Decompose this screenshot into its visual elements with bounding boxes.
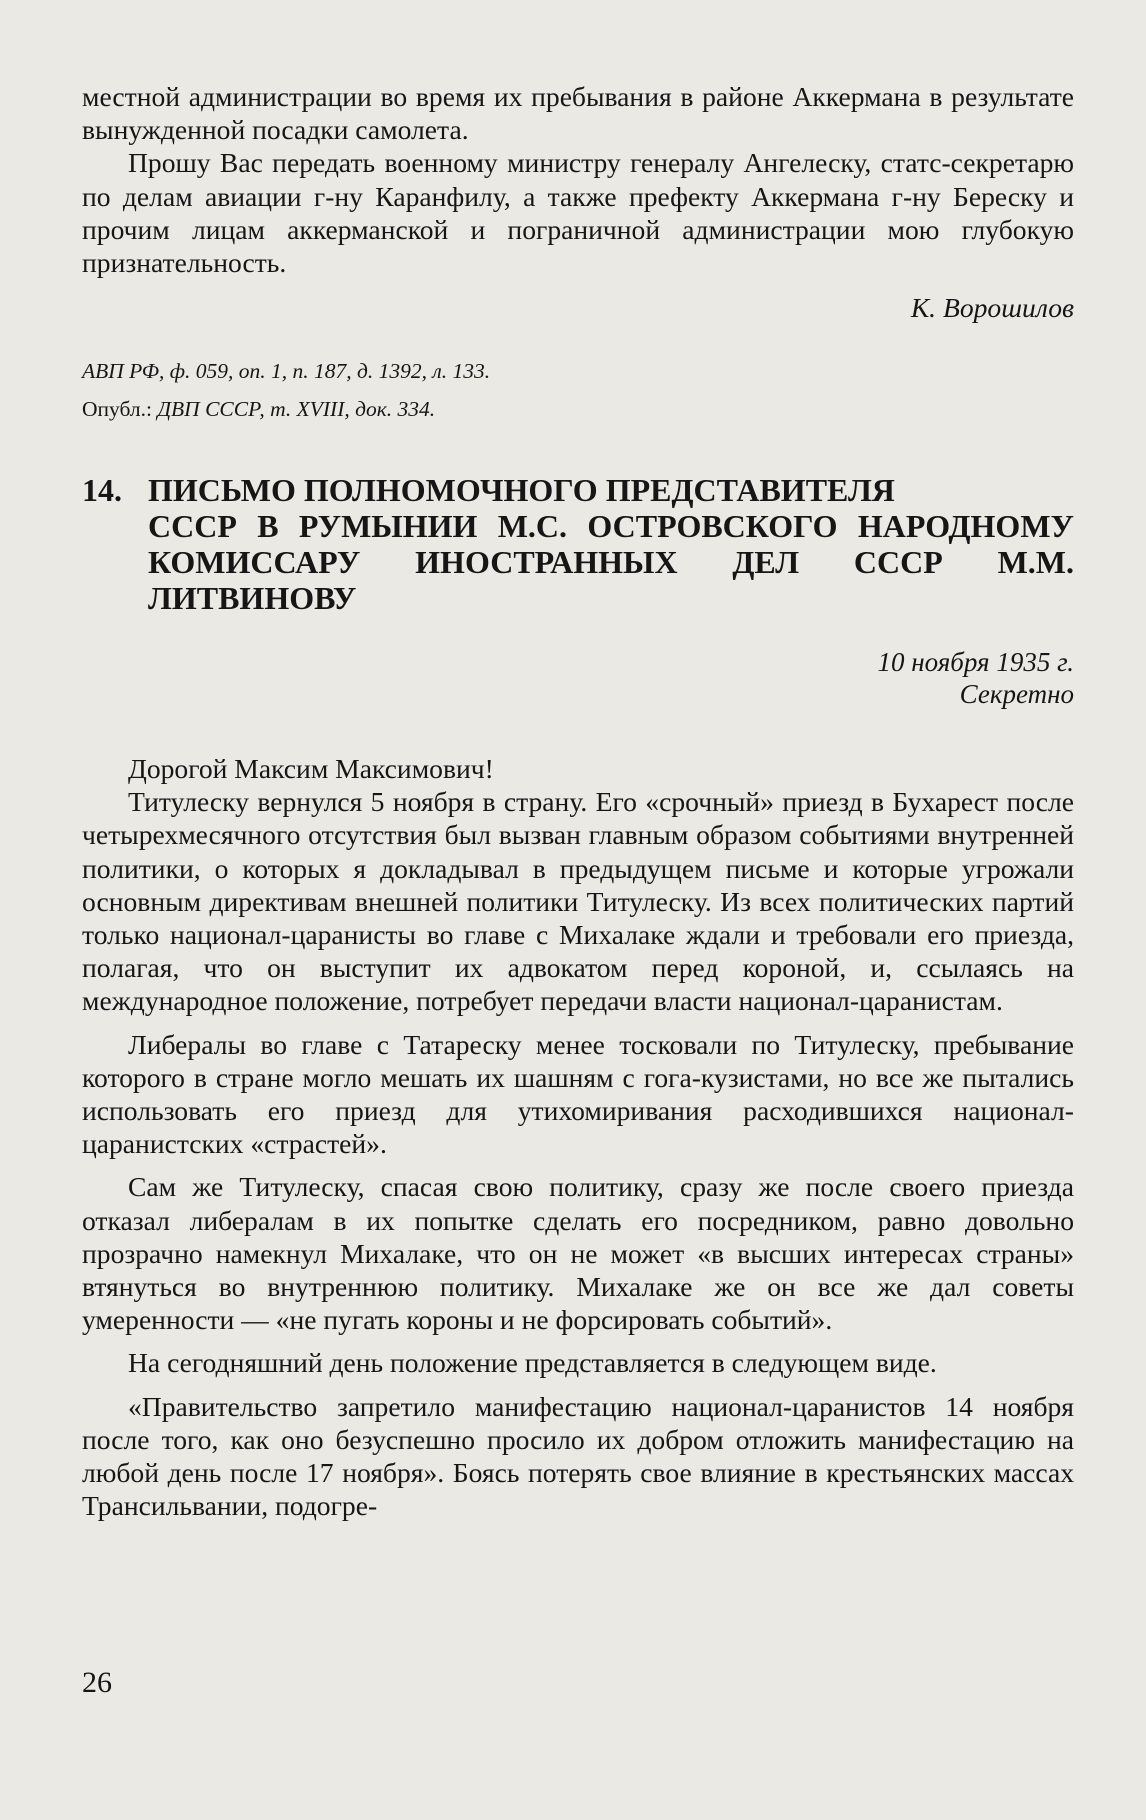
salutation: Дорогой Максим Максимович! <box>128 753 494 785</box>
source-archive-text: АВП РФ, ф. 059, оп. 1, п. 187, д. 1392, л. 133. <box>82 359 491 384</box>
heading-text-1: ПИСЬМО ПОЛНОМОЧНОГО ПРЕДСТАВИТЕЛЯ <box>148 472 895 509</box>
page-number: 26 <box>82 1666 112 1699</box>
source-publication <box>82 394 1074 424</box>
document-heading <box>82 472 1074 616</box>
document-date: 10 ноября 1935 г. <box>877 647 1074 678</box>
paragraph-1: Титулеску вернулся 5 ноября в страну. Его «срочный» приезд в Бухарест после четырехмесячного отсутствия был вызван главным образом событиями внутренней политики, о которых я докладывал в предыдущем письме и которые угрожали основным директивам внешней политики Титулеску. Из всех политических партий только национал-царанисты во главе с Михалаке ждали и требовали его приезда, полагая, что он выступит их адвокатом перед короной, и, ссылаясь на международное положение, потребует передачи власти национал-царанистам. <box>82 786 1074 1017</box>
text-column <box>82 80 1074 1522</box>
paragraph-3: Сам же Титулеску, спасая свою политику, сразу же после своего приезда отказал либералам в их попытке сделать его посредником, равно довольно прозрачно намекнул Михалаке, что он не может «в высших интересах страны» втянуться во внутреннюю политику. Михалаке же он все же дал советы умеренности — «не пугать короны и не форсировать событий». <box>82 1171 1074 1336</box>
heading-line-1 <box>82 472 1074 508</box>
paragraph-4: На сегодняшний день положение представляется в следующем виде. <box>128 1347 937 1379</box>
source-publ-ref: ДВП СССР, т. XVIII, док. 334. <box>157 397 436 422</box>
paragraph-gratitude: Прошу Вас передать военному министру генералу Ангелеску, статс-секретарю по делам авиации г-ну Каранфилу, а также префекту Аккермана г-ну Береску и прочим лицам аккерманской и пограничной администрации мою глубокую признательность. <box>82 147 1074 279</box>
heading-line-2: СССР В РУМЫНИИ М.С. ОСТРОВСКОГО НАРОДНОМУ КОМИССАРУ ИНОСТРАННЫХ ДЕЛ СССР М.М. ЛИТВИНОВУ <box>148 508 1074 617</box>
classification-mark: Секретно <box>959 679 1074 710</box>
paragraph-2: Либералы во главе с Татареску менее тосковали по Титулеску, пребывание которого в стране могло мешать их шашням с гога-кузистами, но все же пытались использовать его приезд для утихомиривания расходившихся национал-царанистских «страстей». <box>82 1028 1074 1160</box>
source-archive <box>82 356 1074 386</box>
heading-number: 14. <box>82 472 122 509</box>
source-publ-label: Опубл.: <box>82 397 158 422</box>
paragraph-5: «Правительство запретило манифестацию национал-царанистов 14 ноября после того, как оно безуспешно просило их добром отложить манифестацию на любой день после 17 ноября». Боясь потерять свое влияние в крестьянских массах Трансильвании, подогре- <box>82 1390 1074 1522</box>
signature: К. Ворошилов <box>910 292 1074 324</box>
paragraph-continued: местной администрации во время их пребывания в районе Аккермана в результате вынужденной посадки самолета. <box>82 81 1074 146</box>
